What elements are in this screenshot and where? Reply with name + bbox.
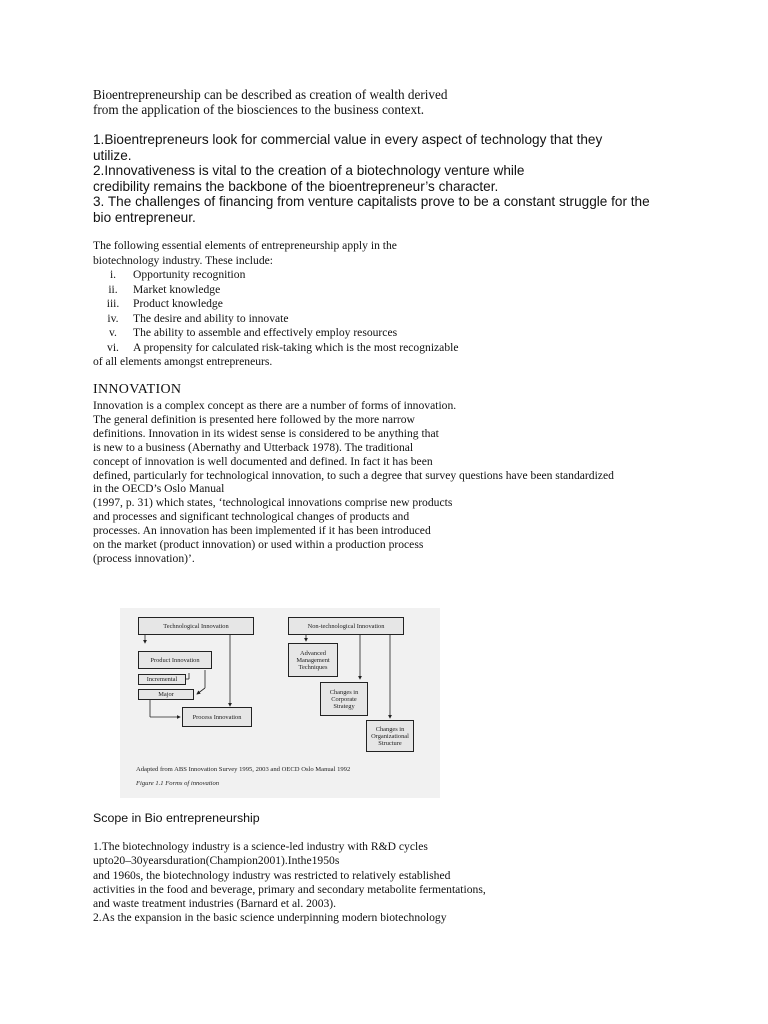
- list-item: [93, 297, 459, 312]
- tech-innovation-box: Technological Innovation: [138, 617, 254, 635]
- scope-line: 1.The biotechnology industry is a science-led industry with R&D cycles: [93, 840, 428, 853]
- list-text: Opportunity recognition: [133, 268, 246, 281]
- innovation-line: (1997, p. 31) which states, ‘technological innovations comprise new products: [93, 496, 453, 510]
- scope-paragraph: [93, 840, 486, 926]
- scope-line: activities in the food and beverage, primary and secondary metabolite fermentations,: [93, 882, 486, 896]
- numbered-points: [93, 132, 650, 225]
- intro-line: Bioentrepreneurship can be described as creation of wealth derived: [93, 87, 448, 102]
- list-text: A propensity for calculated risk-taking which is the most recognizable: [133, 340, 459, 354]
- innovation-line: Innovation is a complex concept as there are a number of forms of innovation.: [93, 399, 457, 412]
- list-item: [93, 312, 459, 327]
- point-line: utilize.: [93, 147, 132, 163]
- innovation-line: definitions. Innovation in its widest sense is considered to be anything that: [93, 426, 439, 440]
- point-line: 1.Bioentrepreneurs look for commercial value in every aspect of technology that they: [93, 132, 603, 147]
- corporate-strategy-box: Changes in Corporate Strategy: [320, 682, 368, 716]
- major-box: Major: [138, 689, 194, 700]
- scope-line: upto20–30yearsduration(Champion2001).Inthe1950s: [93, 854, 340, 868]
- list-continuation: of all elements amongst entrepreneurs.: [93, 355, 273, 368]
- intro-line: from the application of the biosciences to the business context.: [93, 102, 425, 117]
- scope-line: and 1960s, the biotechnology industry was restricted to relatively established: [93, 868, 451, 882]
- innovation-line: and processes and significant technological changes of products and: [93, 510, 410, 524]
- innovation-heading: INNOVATION: [93, 382, 182, 397]
- list-text: The desire and ability to innovate: [133, 311, 289, 325]
- innovation-line: The general definition is presented here followed by the more narrow: [93, 412, 415, 426]
- innovation-line: on the market (product innovation) or used within a production process: [93, 538, 424, 552]
- point-line: 3. The challenges of financing from venture capitalists prove to be a constant struggle for the: [93, 194, 650, 209]
- process-innovation-box: Process Innovation: [182, 707, 252, 727]
- list-item: [93, 283, 459, 298]
- list-number: vi.: [107, 340, 119, 354]
- innovation-line: processes. An innovation has been implemented if it has been introduced: [93, 524, 431, 538]
- elements-intro-line: The following essential elements of entrepreneurship apply in the: [93, 239, 397, 252]
- figure-caption: Figure 1.1 Forms of innovation: [136, 780, 220, 787]
- elements-section: [93, 239, 459, 370]
- figure-source: Adapted from ABS Innovation Survey 1995, 2003 and OECD Oslo Manual 1992: [136, 766, 351, 773]
- list-item: [93, 341, 459, 356]
- intro-paragraph: [93, 87, 447, 117]
- incremental-box: Incremental: [138, 674, 186, 685]
- list-number: v.: [109, 326, 117, 339]
- list-text: Market knowledge: [133, 282, 221, 296]
- list-number: ii.: [108, 282, 118, 296]
- innovation-line: concept of innovation is well documented and defined. In fact it has been: [93, 454, 433, 468]
- list-text: The ability to assemble and effectively employ resources: [133, 326, 398, 339]
- innovation-line: is new to a business (Abernathy and Utterback 1978). The traditional: [93, 440, 414, 454]
- list-item: [93, 326, 459, 341]
- innovation-line: (process innovation)’.: [93, 551, 195, 565]
- organizational-structure-box: Changes in Organizational Structure: [366, 720, 414, 752]
- point-line: bio entrepreneur.: [93, 209, 196, 225]
- connector: [197, 688, 205, 694]
- elements-intro-line: biotechnology industry. These include:: [93, 253, 273, 267]
- product-innovation-box: Product Innovation: [138, 651, 212, 669]
- list-text: Product knowledge: [133, 297, 223, 310]
- list-number: iv.: [107, 311, 119, 325]
- nontech-innovation-box: Non-technological Innovation: [288, 617, 404, 635]
- innovation-line: defined, particularly for technological innovation, to such a degree that survey questions have been standardized: [93, 468, 614, 482]
- innovation-forms-figure: [120, 608, 440, 798]
- point-line: 2.Innovativeness is vital to the creation of a biotechnology venture while: [93, 163, 525, 178]
- scope-heading: Scope in Bio entrepreneurship: [93, 811, 260, 825]
- scope-line: and waste treatment industries (Barnard et al. 2003).: [93, 897, 337, 911]
- innovation-paragraph: [93, 399, 614, 566]
- list-number: i.: [109, 268, 117, 281]
- scope-line: 2.As the expansion in the basic science underpinning modern biotechnology: [93, 911, 447, 925]
- innovation-line: in the OECD’s Oslo Manual: [93, 482, 225, 496]
- list-item: [93, 268, 459, 283]
- advanced-management-box: Advanced Management Techniques: [288, 643, 338, 677]
- list-number: iii.: [106, 297, 120, 310]
- point-line: credibility remains the backbone of the bioentrepreneur’s character.: [93, 178, 499, 194]
